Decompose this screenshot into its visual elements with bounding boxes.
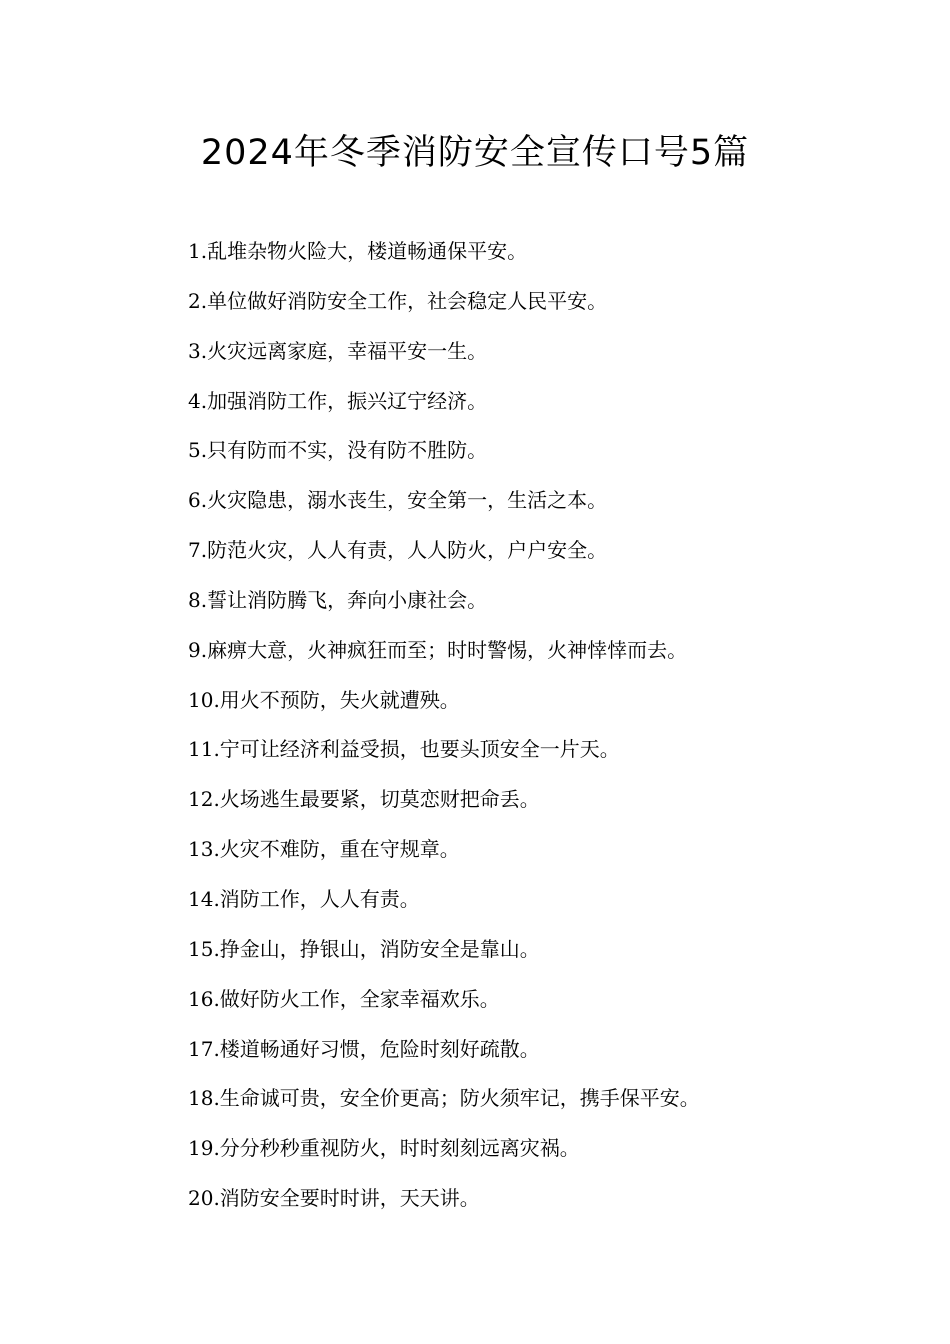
slogan-item: 19.分分秒秒重视防火，时时刻刻远离灾祸。: [188, 1136, 580, 1161]
slogan-item: 4.加强消防工作，振兴辽宁经济。: [188, 388, 488, 413]
slogan-item: 16.做好防火工作，全家幸福欢乐。: [188, 986, 500, 1011]
slogan-item: 12.火场逃生最要紧，切莫恋财把命丢。: [188, 787, 540, 812]
slogan-item: 14.消防工作，人人有责。: [188, 886, 420, 911]
slogan-item: 9.麻痹大意，火神疯狂而至；时时警惕，火神悻悻而去。: [188, 637, 688, 662]
slogan-item: 15.挣金山，挣银山，消防安全是靠山。: [188, 936, 540, 961]
slogan-item: 5.只有防而不实，没有防不胜防。: [188, 438, 488, 463]
slogan-item: 11.宁可让经济利益受损，也要头顶安全一片天。: [188, 737, 620, 762]
slogan-item: 1.乱堆杂物火险大，楼道畅通保平安。: [188, 239, 528, 263]
slogan-item: 2.单位做好消防安全工作，社会稳定人民平安。: [188, 288, 608, 313]
slogan-item: 8.誓让消防腾飞，奔向小康社会。: [188, 587, 488, 612]
slogan-item: 20.消防安全要时时讲，天天讲。: [188, 1186, 480, 1211]
slogan-item: 10.用火不预防，失火就遭殃。: [188, 687, 460, 712]
slogan-item: 18.生命诚可贵，安全价更高；防火须牢记，携手保平安。: [188, 1086, 700, 1111]
slogan-item: 6.火灾隐患，溺水丧生，安全第一，生活之本。: [188, 488, 608, 513]
slogan-item: 17.楼道畅通好习惯，危险时刻好疏散。: [188, 1036, 540, 1061]
document-title: 2024年冬季消防安全宣传口号5篇: [200, 133, 750, 173]
slogan-item: 7.防范火灾，人人有责，人人防火，户户安全。: [188, 538, 608, 563]
slogan-item: 13.火灾不难防，重在守规章。: [188, 837, 460, 862]
slogan-list: [188, 233, 700, 1230]
slogan-item: 3.火灾远离家庭，幸福平安一生。: [188, 338, 488, 363]
